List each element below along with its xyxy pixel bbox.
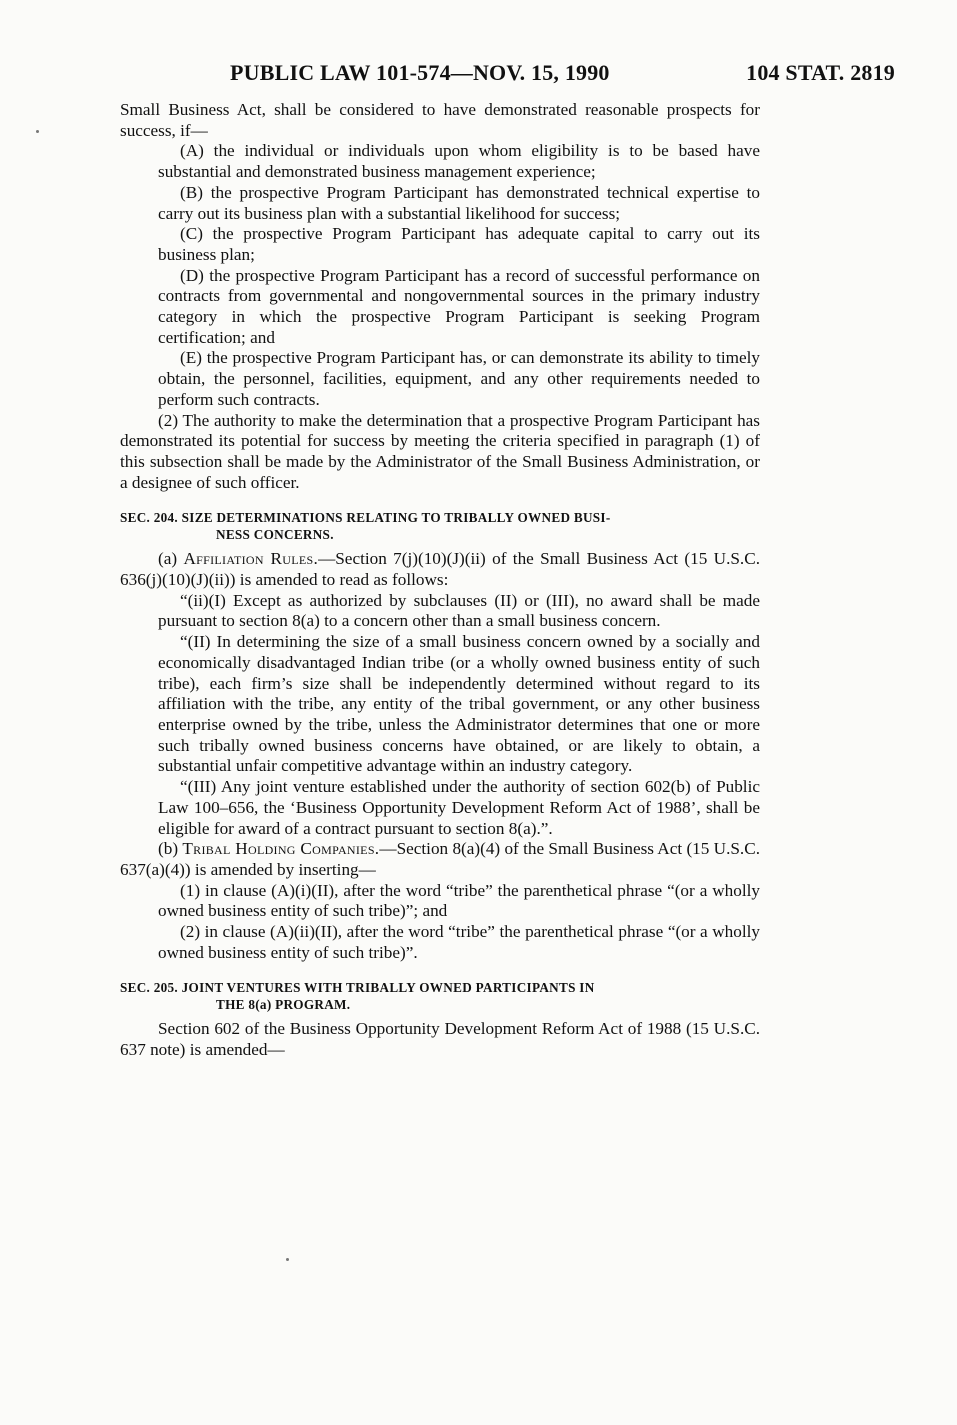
subsection-b-item-1: (1) in clause (A)(i)(II), after the word “tribe” the parenthetical phrase “(or a wholly owned business entity of such tribe)”; and [158,880,760,921]
document-body [120,100,760,1061]
subsection-b-heading: Tribal Holding Companies. [182,839,380,859]
section-205-heading-line2: THE 8(a) PROGRAM. [216,997,351,1013]
subsection-a [120,549,760,590]
scan-speck [286,1258,289,1261]
subsection-a-text: —Section 7(j)(10)(J)(ii) of the Small Business Act (15 U.S.C. 636(j)(10)(J)(ii)) is amended to read as follows: [120,549,760,590]
paragraph-2: (2) The authority to make the determination that a prospective Program Participant has demonstrated its potential for success by meeting the criteria specified in paragraph (1) of this subsection shall be made by the Administrator of the Small Business Administration, or a designee of such officer. [120,410,760,492]
clause-a: (A) the individual or individuals upon whom eligibility is to be based have substantial and demonstrated business management experience; [158,141,760,182]
quoted-clause-ii-i: “(ii)(I) Except as authorized by subclauses (II) or (III), no award shall be made pursuant to section 8(a) to a concern other than a small business concern. [158,590,760,631]
subsection-b-item-2: (2) in clause (A)(ii)(II), after the word “tribe” the parenthetical phrase “(or a wholly owned business entity of such tribe)”. [158,922,760,962]
clause-d: (D) the prospective Program Participant has a record of successful performance on contracts from governmental and nongovernmental sources in the primary industry category in which the prospective Program Participant is seeking Program certification; and [158,265,760,347]
scan-speck [36,130,39,133]
subsection-a-label: (a) [158,549,184,569]
clause-b: (B) the prospective Program Participant has demonstrated technical expertise to carry out its business plan with a substantial likelihood for success; [158,182,760,223]
subsection-a-heading: Affiliation Rules. [183,549,319,569]
clause-c: (C) the prospective Program Participant has adequate capital to carry out its business plan; [158,224,760,264]
section-205-heading [120,979,760,1013]
subsection-b [120,839,760,880]
stat-page-number: 104 STAT. 2819 [746,60,895,85]
paragraph-continuation: Small Business Act, shall be considered to have demonstrated reasonable prospects for success, if— [120,100,760,140]
quoted-subclause-iii: “(III) Any joint venture established under the authority of section 602(b) of Public Law 100–656, the ‘Business Opportunity Development Reform Act of 1988’, shall be eligible for award of a contract pursuant to section 8(a).”. [158,777,760,838]
running-title: PUBLIC LAW 101-574—NOV. 15, 1990 [230,60,610,85]
quoted-subclause-ii: “(II) In determining the size of a small business concern owned by a socially and economically disadvantaged Indian tribe (or a wholly owned business entity of such tribe), each firm’s size shall be independently determined without regard to its affiliation with the tribe, any entity of the tribal government, or any other business enterprise owned by the tribe, unless the Administrator determines that one or more such tribally owned business concerns have obtained, or are likely to obtain, a substantial unfair competitive advantage within an industry category. [158,632,760,776]
clause-e: (E) the prospective Program Participant has, or can demonstrate its ability to timely obtain, the personnel, facilities, equipment, and any other requirements needed to perform such contracts. [158,348,760,409]
page-header [120,60,895,92]
subsection-b-text: —Section 8(a)(4) of the Small Business Act (15 U.S.C. 637(a)(4)) is amended by inserting— [120,839,760,879]
section-205-text: Section 602 of the Business Opportunity Development Reform Act of 1988 (15 U.S.C. 637 note) is amended— [120,1019,760,1060]
section-204-heading-line2: NESS CONCERNS. [216,527,334,543]
subsection-b-label: (b) [158,839,183,859]
section-204-heading [120,509,760,543]
section-204-heading-line1: SEC. 204. SIZE DETERMINATIONS RELATING TO TRIBALLY OWNED BUSI- [120,510,611,526]
section-205-heading-line1: SEC. 205. JOINT VENTURES WITH TRIBALLY OWNED PARTICIPANTS IN [120,980,595,996]
